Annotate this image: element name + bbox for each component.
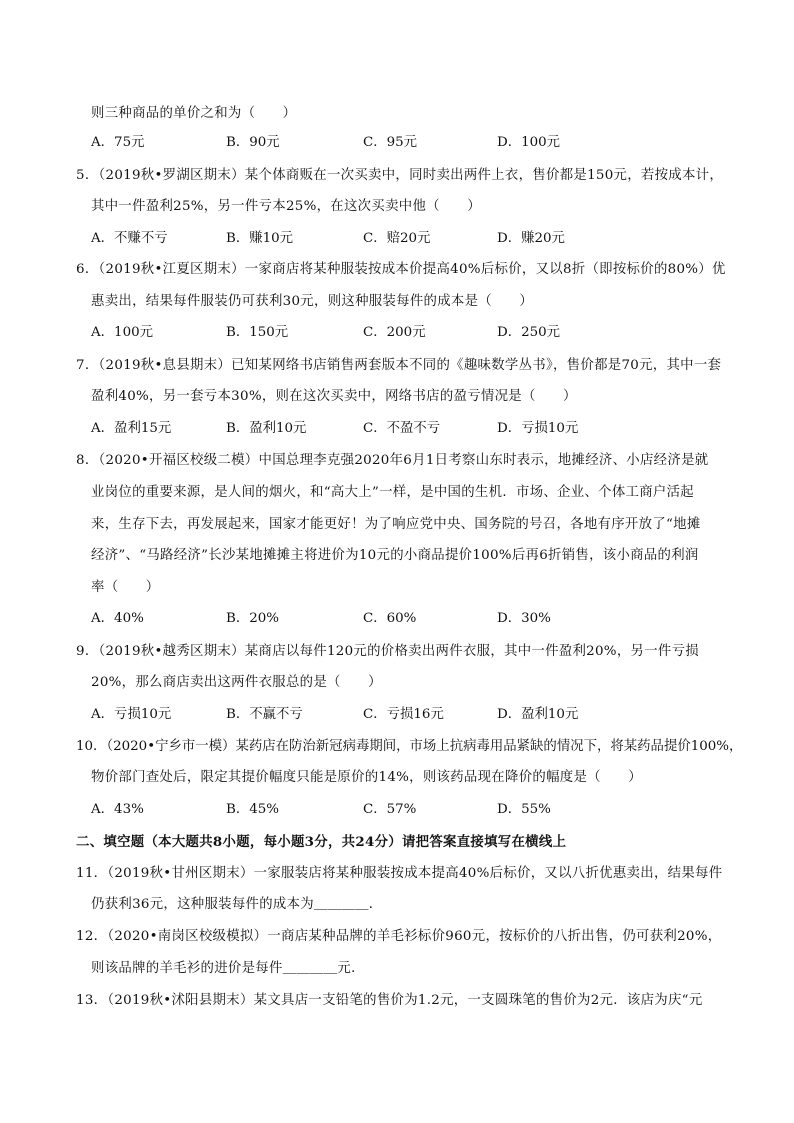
q4-stem: 则三种商品的单价之和为（ ） [91,106,297,121]
q8-option-b: B．20% [226,611,279,626]
q10-option-c: C．57% [363,802,417,817]
q10-stem-line1: 10．（2020•宁乡市一模）某药店在防治新冠病毒期间，市场上抗病毒用品紧缺的情况下，将某药品提价100%， [76,739,743,754]
q5-option-b: B．赚10元 [226,231,294,246]
q10-stem-line2: 物价部门查处后，限定其提价幅度只能是原价的14%，则该药品现在降价的幅度是（ ） [91,770,642,785]
q10-option-a: A．43% [91,802,144,817]
q6-option-c: C．200元 [363,325,426,340]
q9-option-b: B．不赢不亏 [226,707,303,722]
q4-option-b: B．90元 [226,135,280,150]
q4-options [91,133,731,153]
q12-stem-line2: 则该品牌的羊毛衫的进价是每件＿＿＿＿元． [91,961,365,976]
q6-stem-line2: 惠卖出，结果每件服装仍可获利30元，则这种服装每件的成本是（ ） [91,294,534,309]
q8-stem-line3: 来，生存下去，再发展起来，国家才能更好！为了响应党中央、国务院的号召，各地有序开放了“地摊 [91,517,701,532]
q7-option-c: C．不盈不亏 [363,421,441,436]
q8-stem-line5: 率（ ） [91,580,160,595]
q4-option-c: C．95元 [363,135,418,150]
q5-option-c: C．赔20元 [363,231,431,246]
q4-option-d: D．100元 [497,135,561,150]
q7-option-d: D．亏损10元 [497,421,579,436]
q6-option-d: D．250元 [497,325,561,340]
q5-option-d: D．赚20元 [497,231,565,246]
q5-stem-line2: 其中一件盈利25%，另一件亏本25%，在这次买卖中他（ ） [91,199,481,214]
q9-stem-line1: 9．（2019秋•越秀区期末）某商店以每件120元的价格卖出两件衣服，其中一件盈利20%，另一件亏损 [76,644,699,659]
q5-stem-line1: 5．（2019秋•罗湖区期末）某个体商贩在一次买卖中，同时卖出两件上衣，售价都是150元，若按成本计， [76,168,724,183]
q11-stem-line2: 仍获利36元，这种服装每件的成本为＿＿＿＿． [91,897,383,912]
q6-option-a: A．100元 [91,325,154,340]
q6-stem-line1: 6．（2019秋•江夏区期末）一家商店将某种服装按成本价提高40%后标价，又以8折（即按标价的80%）优 [76,262,726,277]
q12-stem-line1: 12．（2020•南岗区校级模拟）一商店某种品牌的羊毛衫标价960元，按标价的八折出售，仍可获利20%， [76,929,722,944]
q6-options [91,323,731,343]
q9-option-d: D．盈利10元 [497,707,579,722]
q7-option-b: B．盈利10元 [226,421,307,436]
q8-option-a: A．40% [91,611,144,626]
section-heading-fill-in: 二、填空题（本大题共8小题，每小题3分，共24分）请把答案直接填写在横线上 [76,834,567,850]
q5-option-a: A．不赚不亏 [91,231,168,246]
q8-stem-line1: 8．（2020•开福区校级二模）中国总理李克强2020年6月1日考察山东时表示，地摊经济、小店经济是就 [76,453,709,468]
q10-option-b: B．45% [226,802,279,817]
q8-stem-line4: 经济”、“马路经济”长沙某地摊摊主将进价为10元的小商品提价100%后再6折销售，该小商品的利润 [91,548,699,563]
q7-stem-line2: 盈利40%，另一套亏本30%，则在这次买卖中，网络书店的盈亏情况是（ ） [91,389,577,404]
q9-option-a: A．亏损10元 [91,707,172,722]
q7-options [91,419,731,439]
q8-stem-line2: 业岗位的重要来源，是人间的烟火，和“高大上”一样，是中国的生机．市场、企业、个体工商户活起 [91,485,694,500]
q9-options [91,705,731,725]
q10-options [91,800,731,820]
q13-stem-line1: 13．（2019秋•沭阳县期末）某文具店一支铅笔的售价为1.2元，一支圆珠笔的售价为2元．该店为庆“元 [76,993,703,1008]
q4-option-a: A．75元 [91,135,145,150]
q7-option-a: A．盈利15元 [91,421,172,436]
q8-option-d: D．30% [497,611,551,626]
q7-stem-line1: 7．（2019秋•息县期末）已知某网络书店销售两套版本不同的《趣味数学丛书》，售价都是70元，其中一套 [76,358,722,373]
q11-stem-line1: 11．（2019秋•甘州区期末）一家服装店将某种服装按成本提高40%后标价，又以八折优惠卖出，结果每件 [76,866,723,881]
q5-options [91,229,731,249]
q6-option-b: B．150元 [226,325,289,340]
q9-stem-line2: 20%，那么商店卖出这两件衣服总的是（ ） [91,675,382,690]
q8-options [91,609,731,629]
q10-option-d: D．55% [497,802,551,817]
q9-option-c: C．亏损16元 [363,707,444,722]
q8-option-c: C．60% [363,611,417,626]
